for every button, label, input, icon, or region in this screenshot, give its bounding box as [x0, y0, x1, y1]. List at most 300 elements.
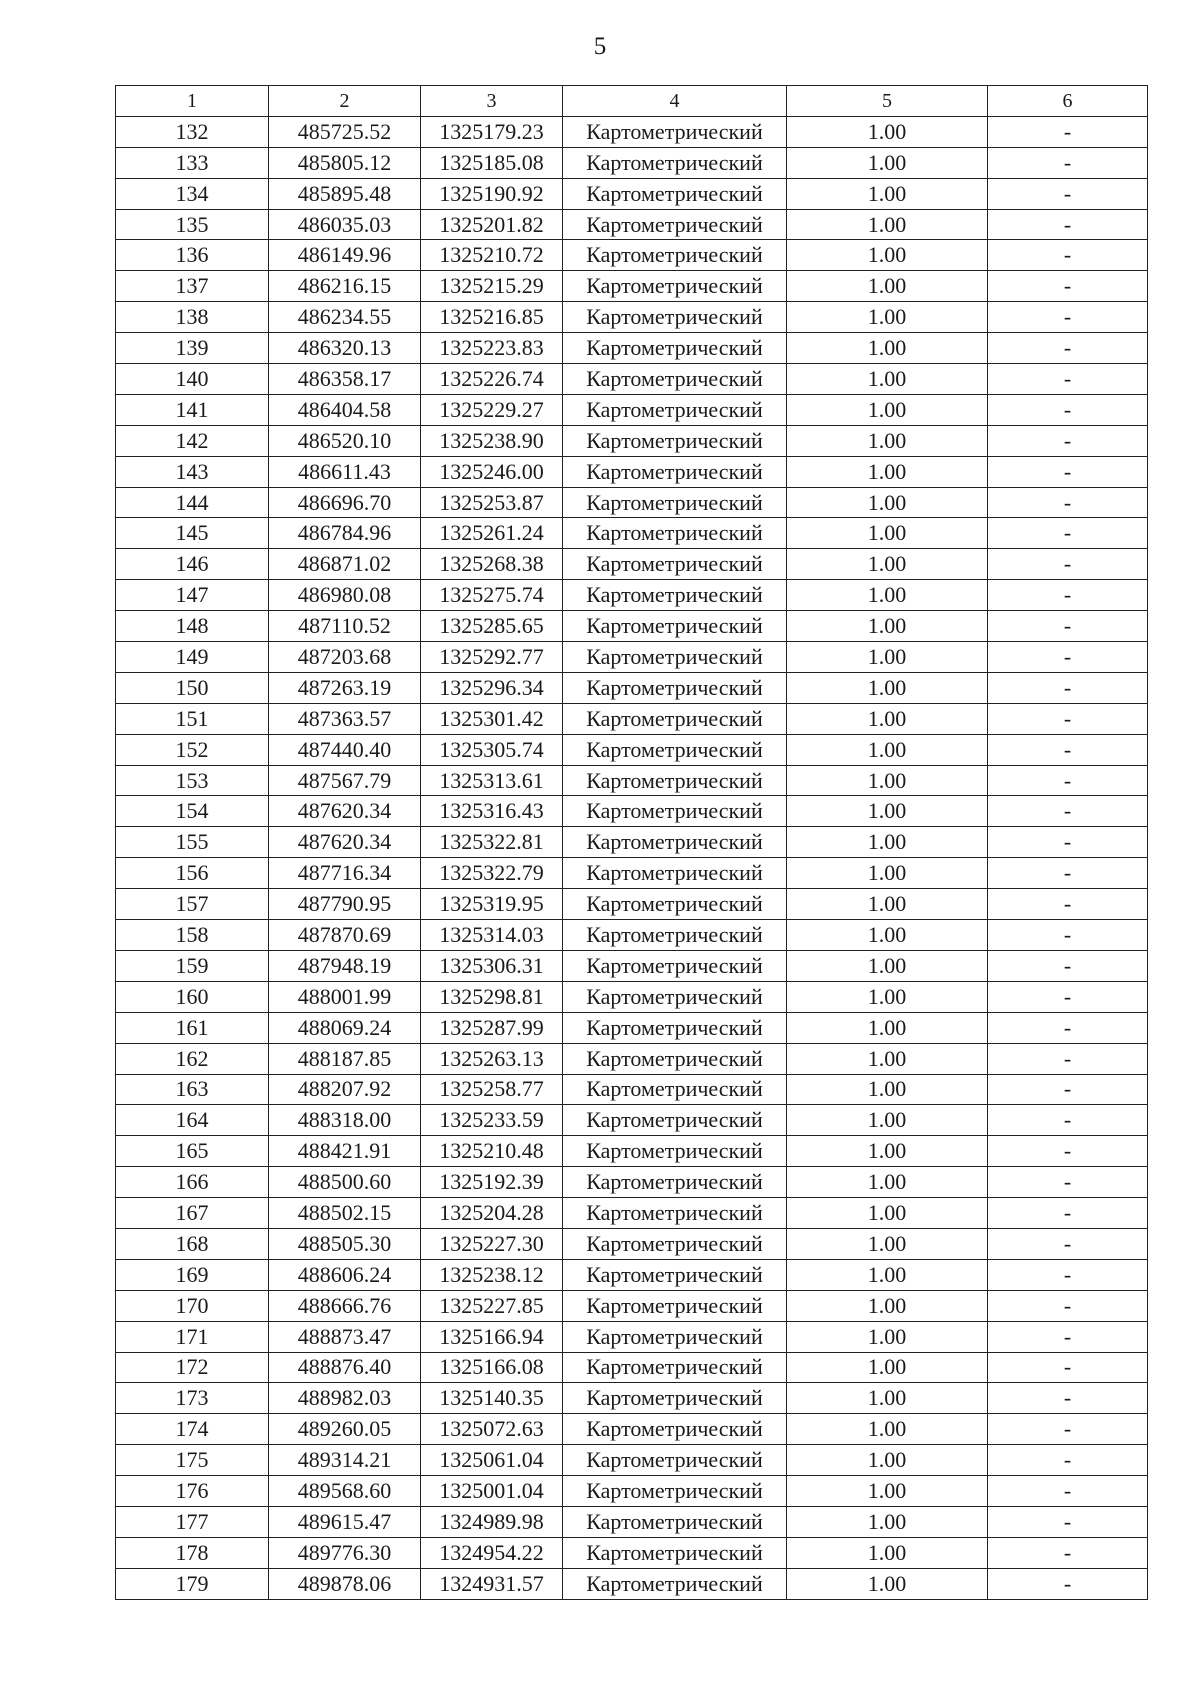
- table-row: [116, 487, 1148, 518]
- y-coordinate-cell: 1325140.35: [421, 1383, 563, 1414]
- table-row: [116, 827, 1148, 858]
- x-coordinate-cell: 485725.52: [269, 116, 421, 147]
- method-cell: Картометрический: [563, 487, 787, 518]
- x-coordinate-cell: 487870.69: [269, 920, 421, 951]
- table-row: [116, 456, 1148, 487]
- y-coordinate-cell: 1325223.83: [421, 333, 563, 364]
- description-cell: -: [988, 271, 1148, 302]
- y-coordinate-cell: 1324954.22: [421, 1537, 563, 1568]
- y-coordinate-cell: 1325001.04: [421, 1476, 563, 1507]
- accuracy-cell: 1.00: [787, 1352, 988, 1383]
- point-number-cell: 151: [116, 703, 269, 734]
- accuracy-cell: 1.00: [787, 1228, 988, 1259]
- method-cell: Картометрический: [563, 1537, 787, 1568]
- y-coordinate-cell: 1325204.28: [421, 1198, 563, 1229]
- table-row: [116, 672, 1148, 703]
- description-cell: -: [988, 642, 1148, 673]
- x-coordinate-cell: 485895.48: [269, 178, 421, 209]
- method-cell: Картометрический: [563, 333, 787, 364]
- method-cell: Картометрический: [563, 116, 787, 147]
- accuracy-cell: 1.00: [787, 1259, 988, 1290]
- point-number-cell: 162: [116, 1043, 269, 1074]
- x-coordinate-cell: 488001.99: [269, 981, 421, 1012]
- description-cell: -: [988, 333, 1148, 364]
- description-cell: -: [988, 147, 1148, 178]
- method-cell: Картометрический: [563, 1167, 787, 1198]
- description-cell: -: [988, 1105, 1148, 1136]
- y-coordinate-cell: 1325261.24: [421, 518, 563, 549]
- point-number-cell: 163: [116, 1074, 269, 1105]
- description-cell: -: [988, 981, 1148, 1012]
- x-coordinate-cell: 487263.19: [269, 672, 421, 703]
- table-row: [116, 333, 1148, 364]
- method-cell: Картометрический: [563, 178, 787, 209]
- description-cell: -: [988, 240, 1148, 271]
- point-number-cell: 157: [116, 889, 269, 920]
- description-cell: -: [988, 1012, 1148, 1043]
- method-cell: Картометрический: [563, 796, 787, 827]
- y-coordinate-cell: 1325233.59: [421, 1105, 563, 1136]
- method-cell: Картометрический: [563, 1290, 787, 1321]
- x-coordinate-cell: 486234.55: [269, 302, 421, 333]
- table-row: [116, 858, 1148, 889]
- method-cell: Картометрический: [563, 889, 787, 920]
- description-cell: -: [988, 1321, 1148, 1352]
- accuracy-cell: 1.00: [787, 147, 988, 178]
- table-row: [116, 734, 1148, 765]
- method-cell: Картометрический: [563, 549, 787, 580]
- accuracy-cell: 1.00: [787, 642, 988, 673]
- accuracy-cell: 1.00: [787, 889, 988, 920]
- accuracy-cell: 1.00: [787, 240, 988, 271]
- description-cell: -: [988, 1352, 1148, 1383]
- accuracy-cell: 1.00: [787, 920, 988, 951]
- x-coordinate-cell: 486320.13: [269, 333, 421, 364]
- table-row: [116, 1414, 1148, 1445]
- y-coordinate-cell: 1325216.85: [421, 302, 563, 333]
- method-cell: Картометрический: [563, 642, 787, 673]
- y-coordinate-cell: 1325275.74: [421, 580, 563, 611]
- table-row: [116, 950, 1148, 981]
- table-row: [116, 425, 1148, 456]
- y-coordinate-cell: 1325229.27: [421, 394, 563, 425]
- table-row: [116, 147, 1148, 178]
- table-row: [116, 765, 1148, 796]
- column-header-2: 2: [269, 86, 421, 117]
- accuracy-cell: 1.00: [787, 580, 988, 611]
- x-coordinate-cell: 486520.10: [269, 425, 421, 456]
- accuracy-cell: 1.00: [787, 394, 988, 425]
- y-coordinate-cell: 1325061.04: [421, 1445, 563, 1476]
- method-cell: Картометрический: [563, 1105, 787, 1136]
- point-number-cell: 174: [116, 1414, 269, 1445]
- method-cell: Картометрический: [563, 703, 787, 734]
- accuracy-cell: 1.00: [787, 425, 988, 456]
- table-row: [116, 1537, 1148, 1568]
- accuracy-cell: 1.00: [787, 672, 988, 703]
- accuracy-cell: 1.00: [787, 116, 988, 147]
- description-cell: -: [988, 1074, 1148, 1105]
- table-row: [116, 1383, 1148, 1414]
- y-coordinate-cell: 1325313.61: [421, 765, 563, 796]
- description-cell: -: [988, 394, 1148, 425]
- point-number-cell: 170: [116, 1290, 269, 1321]
- method-cell: Картометрический: [563, 920, 787, 951]
- method-cell: Картометрический: [563, 1506, 787, 1537]
- x-coordinate-cell: 487440.40: [269, 734, 421, 765]
- method-cell: Картометрический: [563, 611, 787, 642]
- method-cell: Картометрический: [563, 1074, 787, 1105]
- x-coordinate-cell: 485805.12: [269, 147, 421, 178]
- y-coordinate-cell: 1325166.94: [421, 1321, 563, 1352]
- y-coordinate-cell: 1325263.13: [421, 1043, 563, 1074]
- y-coordinate-cell: 1325314.03: [421, 920, 563, 951]
- y-coordinate-cell: 1325316.43: [421, 796, 563, 827]
- accuracy-cell: 1.00: [787, 981, 988, 1012]
- table-row: [116, 1506, 1148, 1537]
- point-number-cell: 173: [116, 1383, 269, 1414]
- point-number-cell: 159: [116, 950, 269, 981]
- point-number-cell: 135: [116, 209, 269, 240]
- point-number-cell: 161: [116, 1012, 269, 1043]
- accuracy-cell: 1.00: [787, 549, 988, 580]
- method-cell: Картометрический: [563, 1352, 787, 1383]
- point-number-cell: 154: [116, 796, 269, 827]
- table-row: [116, 642, 1148, 673]
- point-number-cell: 167: [116, 1198, 269, 1229]
- y-coordinate-cell: 1325322.79: [421, 858, 563, 889]
- y-coordinate-cell: 1325287.99: [421, 1012, 563, 1043]
- accuracy-cell: 1.00: [787, 271, 988, 302]
- point-number-cell: 166: [116, 1167, 269, 1198]
- table-row: [116, 1136, 1148, 1167]
- point-number-cell: 179: [116, 1568, 269, 1599]
- accuracy-cell: 1.00: [787, 950, 988, 981]
- x-coordinate-cell: 486404.58: [269, 394, 421, 425]
- x-coordinate-cell: 487790.95: [269, 889, 421, 920]
- description-cell: -: [988, 1198, 1148, 1229]
- method-cell: Картометрический: [563, 1012, 787, 1043]
- x-coordinate-cell: 489314.21: [269, 1445, 421, 1476]
- accuracy-cell: 1.00: [787, 518, 988, 549]
- method-cell: Картометрический: [563, 302, 787, 333]
- table-row: [116, 611, 1148, 642]
- y-coordinate-cell: 1325322.81: [421, 827, 563, 858]
- table-row: [116, 178, 1148, 209]
- method-cell: Картометрический: [563, 672, 787, 703]
- y-coordinate-cell: 1325072.63: [421, 1414, 563, 1445]
- point-number-cell: 146: [116, 549, 269, 580]
- point-number-cell: 143: [116, 456, 269, 487]
- table-row: [116, 1228, 1148, 1259]
- x-coordinate-cell: 487948.19: [269, 950, 421, 981]
- y-coordinate-cell: 1325258.77: [421, 1074, 563, 1105]
- x-coordinate-cell: 486784.96: [269, 518, 421, 549]
- accuracy-cell: 1.00: [787, 858, 988, 889]
- x-coordinate-cell: 488318.00: [269, 1105, 421, 1136]
- table-row: [116, 703, 1148, 734]
- description-cell: -: [988, 364, 1148, 395]
- table-row: [116, 1074, 1148, 1105]
- y-coordinate-cell: 1325292.77: [421, 642, 563, 673]
- description-cell: -: [988, 209, 1148, 240]
- method-cell: Картометрический: [563, 765, 787, 796]
- description-cell: -: [988, 920, 1148, 951]
- table-row: [116, 1105, 1148, 1136]
- description-cell: -: [988, 302, 1148, 333]
- column-header-4: 4: [563, 86, 787, 117]
- header-row: [116, 86, 1148, 117]
- point-number-cell: 144: [116, 487, 269, 518]
- method-cell: Картометрический: [563, 1445, 787, 1476]
- x-coordinate-cell: 488876.40: [269, 1352, 421, 1383]
- point-number-cell: 158: [116, 920, 269, 951]
- table-row: [116, 920, 1148, 951]
- table-row: [116, 1568, 1148, 1599]
- method-cell: Картометрический: [563, 1414, 787, 1445]
- method-cell: Картометрический: [563, 1476, 787, 1507]
- accuracy-cell: 1.00: [787, 1167, 988, 1198]
- table-row: [116, 302, 1148, 333]
- point-number-cell: 169: [116, 1259, 269, 1290]
- point-number-cell: 160: [116, 981, 269, 1012]
- accuracy-cell: 1.00: [787, 1383, 988, 1414]
- table-row: [116, 1352, 1148, 1383]
- description-cell: -: [988, 765, 1148, 796]
- accuracy-cell: 1.00: [787, 302, 988, 333]
- table-body: [116, 116, 1148, 1599]
- description-cell: -: [988, 549, 1148, 580]
- table-row: [116, 1476, 1148, 1507]
- accuracy-cell: 1.00: [787, 456, 988, 487]
- point-number-cell: 133: [116, 147, 269, 178]
- table-row: [116, 364, 1148, 395]
- x-coordinate-cell: 488505.30: [269, 1228, 421, 1259]
- y-coordinate-cell: 1325179.23: [421, 116, 563, 147]
- description-cell: -: [988, 1445, 1148, 1476]
- x-coordinate-cell: 488982.03: [269, 1383, 421, 1414]
- x-coordinate-cell: 489776.30: [269, 1537, 421, 1568]
- table-row: [116, 1167, 1148, 1198]
- description-cell: -: [988, 425, 1148, 456]
- x-coordinate-cell: 487620.34: [269, 796, 421, 827]
- table-row: [116, 1043, 1148, 1074]
- description-cell: -: [988, 1167, 1148, 1198]
- x-coordinate-cell: 488873.47: [269, 1321, 421, 1352]
- description-cell: -: [988, 611, 1148, 642]
- accuracy-cell: 1.00: [787, 1568, 988, 1599]
- accuracy-cell: 1.00: [787, 178, 988, 209]
- y-coordinate-cell: 1325238.90: [421, 425, 563, 456]
- y-coordinate-cell: 1324931.57: [421, 1568, 563, 1599]
- description-cell: -: [988, 703, 1148, 734]
- column-header-1: 1: [116, 86, 269, 117]
- point-number-cell: 140: [116, 364, 269, 395]
- point-number-cell: 149: [116, 642, 269, 673]
- point-number-cell: 153: [116, 765, 269, 796]
- description-cell: -: [988, 858, 1148, 889]
- description-cell: -: [988, 672, 1148, 703]
- description-cell: -: [988, 1476, 1148, 1507]
- x-coordinate-cell: 489615.47: [269, 1506, 421, 1537]
- point-number-cell: 148: [116, 611, 269, 642]
- accuracy-cell: 1.00: [787, 611, 988, 642]
- x-coordinate-cell: 486035.03: [269, 209, 421, 240]
- point-number-cell: 178: [116, 1537, 269, 1568]
- point-number-cell: 139: [116, 333, 269, 364]
- accuracy-cell: 1.00: [787, 796, 988, 827]
- method-cell: Картометрический: [563, 394, 787, 425]
- method-cell: Картометрический: [563, 1228, 787, 1259]
- method-cell: Картометрический: [563, 580, 787, 611]
- table-row: [116, 518, 1148, 549]
- point-number-cell: 141: [116, 394, 269, 425]
- accuracy-cell: 1.00: [787, 1043, 988, 1074]
- x-coordinate-cell: 488069.24: [269, 1012, 421, 1043]
- accuracy-cell: 1.00: [787, 1012, 988, 1043]
- method-cell: Картометрический: [563, 1383, 787, 1414]
- x-coordinate-cell: 489260.05: [269, 1414, 421, 1445]
- description-cell: -: [988, 178, 1148, 209]
- x-coordinate-cell: 489878.06: [269, 1568, 421, 1599]
- table-row: [116, 240, 1148, 271]
- method-cell: Картометрический: [563, 209, 787, 240]
- description-cell: -: [988, 518, 1148, 549]
- description-cell: -: [988, 950, 1148, 981]
- x-coordinate-cell: 486216.15: [269, 271, 421, 302]
- accuracy-cell: 1.00: [787, 364, 988, 395]
- column-header-3: 3: [421, 86, 563, 117]
- method-cell: Картометрический: [563, 1043, 787, 1074]
- x-coordinate-cell: 487363.57: [269, 703, 421, 734]
- accuracy-cell: 1.00: [787, 1321, 988, 1352]
- description-cell: -: [988, 456, 1148, 487]
- description-cell: -: [988, 116, 1148, 147]
- y-coordinate-cell: 1325215.29: [421, 271, 563, 302]
- method-cell: Картометрический: [563, 1136, 787, 1167]
- column-header-6: 6: [988, 86, 1148, 117]
- x-coordinate-cell: 488502.15: [269, 1198, 421, 1229]
- description-cell: -: [988, 734, 1148, 765]
- y-coordinate-cell: 1325201.82: [421, 209, 563, 240]
- x-coordinate-cell: 488187.85: [269, 1043, 421, 1074]
- table-row: [116, 1321, 1148, 1352]
- y-coordinate-cell: 1325210.48: [421, 1136, 563, 1167]
- y-coordinate-cell: 1325192.39: [421, 1167, 563, 1198]
- table-row: [116, 889, 1148, 920]
- point-number-cell: 145: [116, 518, 269, 549]
- y-coordinate-cell: 1325253.87: [421, 487, 563, 518]
- y-coordinate-cell: 1325305.74: [421, 734, 563, 765]
- point-number-cell: 152: [116, 734, 269, 765]
- x-coordinate-cell: 488207.92: [269, 1074, 421, 1105]
- table-row: [116, 1259, 1148, 1290]
- description-cell: -: [988, 796, 1148, 827]
- accuracy-cell: 1.00: [787, 1198, 988, 1229]
- accuracy-cell: 1.00: [787, 1105, 988, 1136]
- description-cell: -: [988, 827, 1148, 858]
- point-number-cell: 164: [116, 1105, 269, 1136]
- point-number-cell: 150: [116, 672, 269, 703]
- point-number-cell: 134: [116, 178, 269, 209]
- y-coordinate-cell: 1325306.31: [421, 950, 563, 981]
- accuracy-cell: 1.00: [787, 1414, 988, 1445]
- accuracy-cell: 1.00: [787, 487, 988, 518]
- point-number-cell: 142: [116, 425, 269, 456]
- method-cell: Картометрический: [563, 827, 787, 858]
- y-coordinate-cell: 1325190.92: [421, 178, 563, 209]
- y-coordinate-cell: 1325296.34: [421, 672, 563, 703]
- point-number-cell: 165: [116, 1136, 269, 1167]
- point-number-cell: 136: [116, 240, 269, 271]
- x-coordinate-cell: 488606.24: [269, 1259, 421, 1290]
- x-coordinate-cell: 487567.79: [269, 765, 421, 796]
- coordinates-table: [115, 85, 1148, 1600]
- point-number-cell: 172: [116, 1352, 269, 1383]
- method-cell: Картометрический: [563, 1259, 787, 1290]
- page-number: 5: [593, 33, 607, 60]
- x-coordinate-cell: 487716.34: [269, 858, 421, 889]
- table-row: [116, 549, 1148, 580]
- description-cell: -: [988, 1228, 1148, 1259]
- x-coordinate-cell: 486980.08: [269, 580, 421, 611]
- table-row: [116, 580, 1148, 611]
- accuracy-cell: 1.00: [787, 734, 988, 765]
- accuracy-cell: 1.00: [787, 1476, 988, 1507]
- x-coordinate-cell: 487203.68: [269, 642, 421, 673]
- accuracy-cell: 1.00: [787, 1074, 988, 1105]
- table-row: [116, 796, 1148, 827]
- y-coordinate-cell: 1325226.74: [421, 364, 563, 395]
- method-cell: Картометрический: [563, 858, 787, 889]
- x-coordinate-cell: 486871.02: [269, 549, 421, 580]
- description-cell: -: [988, 1383, 1148, 1414]
- table-row: [116, 271, 1148, 302]
- point-number-cell: 177: [116, 1506, 269, 1537]
- accuracy-cell: 1.00: [787, 209, 988, 240]
- table-header: [116, 86, 1148, 117]
- point-number-cell: 137: [116, 271, 269, 302]
- point-number-cell: 147: [116, 580, 269, 611]
- description-cell: -: [988, 580, 1148, 611]
- x-coordinate-cell: 486358.17: [269, 364, 421, 395]
- x-coordinate-cell: 489568.60: [269, 1476, 421, 1507]
- description-cell: -: [988, 1568, 1148, 1599]
- y-coordinate-cell: 1325210.72: [421, 240, 563, 271]
- point-number-cell: 138: [116, 302, 269, 333]
- method-cell: Картометрический: [563, 518, 787, 549]
- point-number-cell: 155: [116, 827, 269, 858]
- x-coordinate-cell: 486696.70: [269, 487, 421, 518]
- x-coordinate-cell: 488500.60: [269, 1167, 421, 1198]
- x-coordinate-cell: 486149.96: [269, 240, 421, 271]
- table-row: [116, 116, 1148, 147]
- y-coordinate-cell: 1325246.00: [421, 456, 563, 487]
- table-row: [116, 981, 1148, 1012]
- y-coordinate-cell: 1325185.08: [421, 147, 563, 178]
- accuracy-cell: 1.00: [787, 827, 988, 858]
- y-coordinate-cell: 1325285.65: [421, 611, 563, 642]
- method-cell: Картометрический: [563, 364, 787, 395]
- method-cell: Картометрический: [563, 240, 787, 271]
- description-cell: -: [988, 487, 1148, 518]
- point-number-cell: 175: [116, 1445, 269, 1476]
- y-coordinate-cell: 1325166.08: [421, 1352, 563, 1383]
- method-cell: Картометрический: [563, 147, 787, 178]
- method-cell: Картометрический: [563, 425, 787, 456]
- method-cell: Картометрический: [563, 950, 787, 981]
- y-coordinate-cell: 1325227.85: [421, 1290, 563, 1321]
